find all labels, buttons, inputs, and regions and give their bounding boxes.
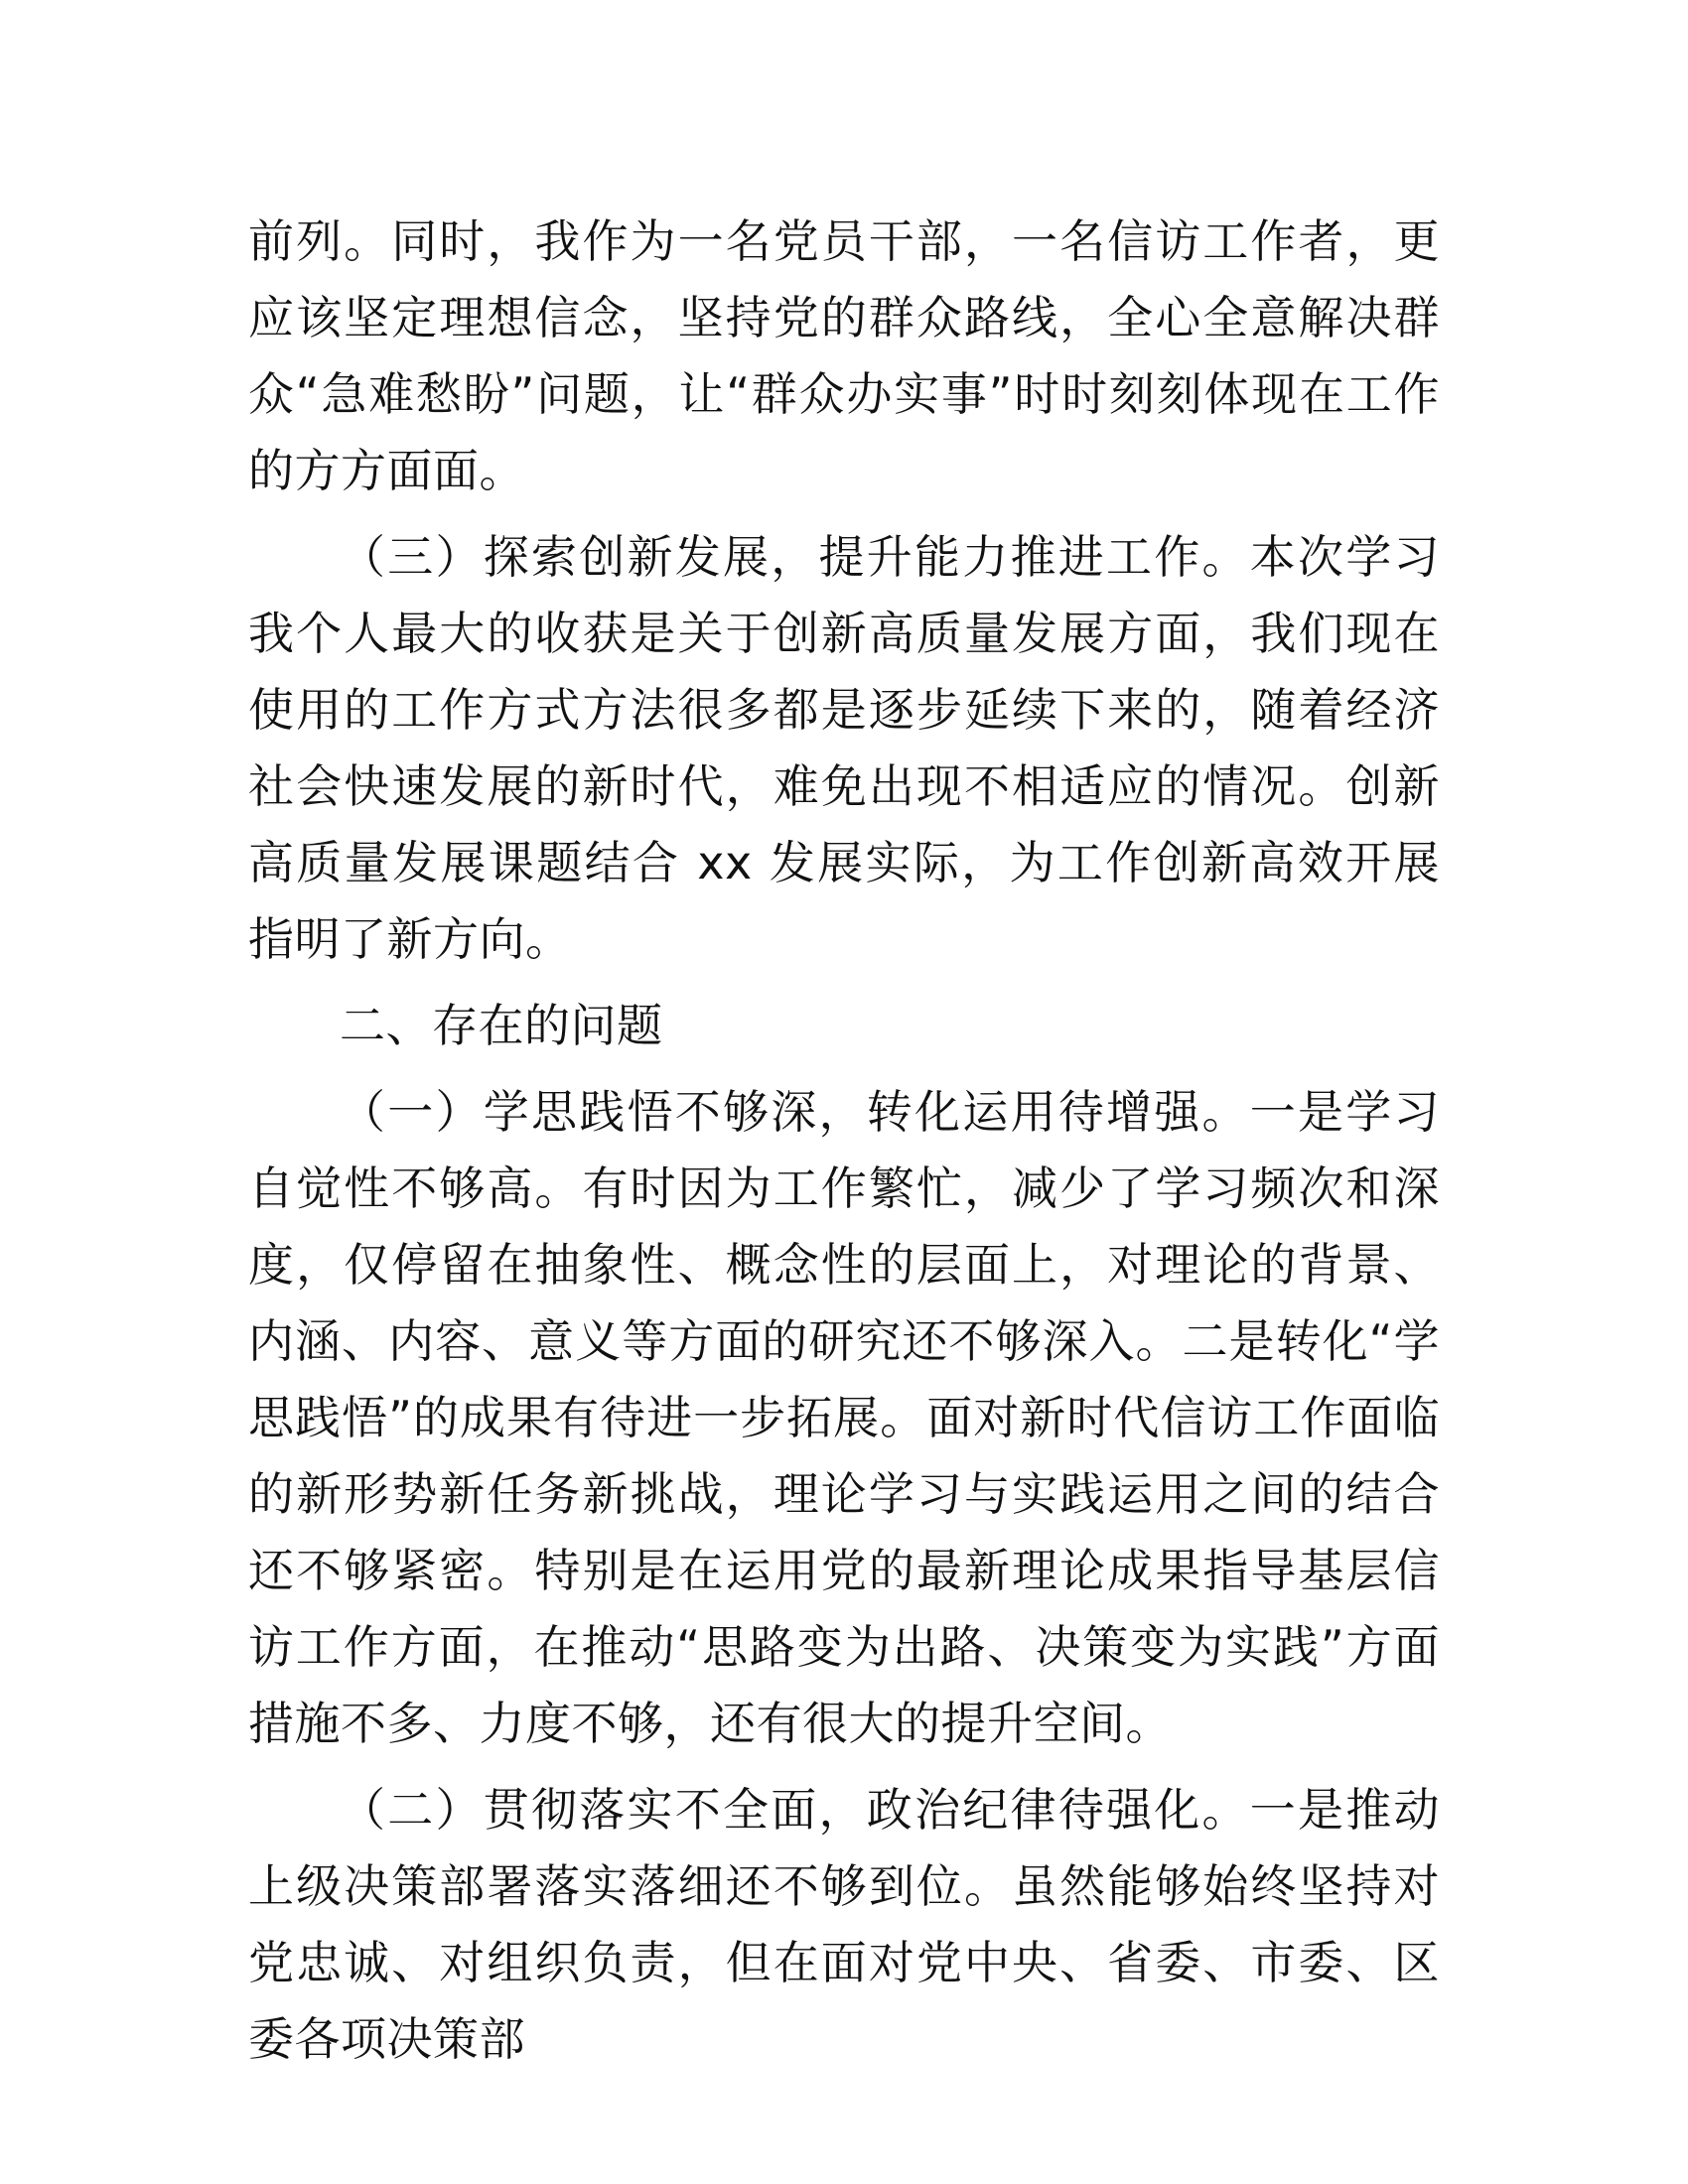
paragraph-continuation: 前列。同时，我作为一名党员干部，一名信访工作者，更应该坚定理想信念，坚持党的群众路线，全心全意解决群众“急难愁盼”问题，让“群众办实事”时时刻刻体现在工作的方方面面。 [248,214,1440,497]
paragraph-problem-two: （二）贯彻落实不全面，政治纪律待强化。一是推动上级决策部署落实落细还不够到位。虽然能够始终坚持对党忠诚、对组织负责，但在面对党中央、省委、市委、区委各项决策部 [248,1783,1440,2066]
document-body [248,204,1440,2078]
paragraph-problem-one: （一）学思践悟不够深，转化运用待增强。一是学习自觉性不够高。有时因为工作繁忙，减少了学习频次和深度，仅停留在抽象性、概念性的层面上，对理论的背景、内涵、内容、意义等方面的研究还不够深入。二是转化“学思践悟”的成果有待进一步拓展。面对新时代信访工作面临的新形势新任务新挑战，理论学习与实践运用之间的结合还不够紧密。特别是在运用党的最新理论成果指导基层信访工作方面，在推动“思路变为出路、决策变为实践”方面措施不多、力度不够，还有很大的提升空间。 [248,1085,1440,1750]
paragraph-section-three: （三）探索创新发展，提升能力推进工作。本次学习我个人最大的收获是关于创新高质量发展方面，我们现在使用的工作方式方法很多都是逐步延续下来的，随着经济社会快速发展的新时代，难免出现不相适应的情况。创新高质量发展课题结合 xx 发展实际，为工作创新高效开展指明了新方向。 [248,530,1440,966]
section-heading-problems: 二、存在的问题 [340,999,663,1052]
